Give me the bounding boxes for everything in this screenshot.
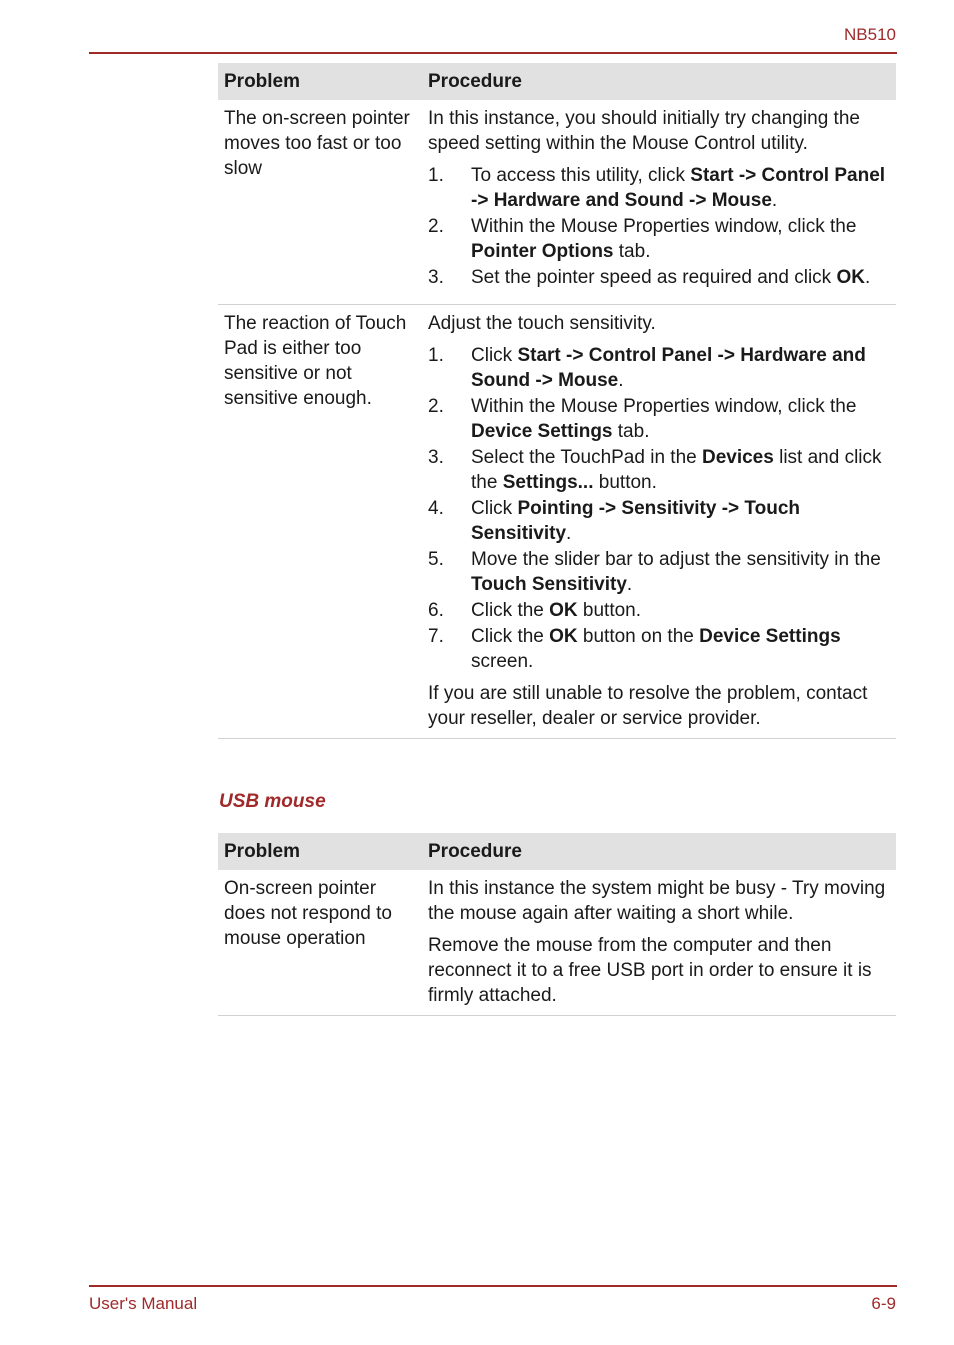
table-header-row xyxy=(218,63,896,100)
step-text-part: . xyxy=(864,267,871,288)
step-item xyxy=(428,265,888,290)
table-row xyxy=(218,305,896,739)
step-number: 2. xyxy=(428,396,444,417)
step-item xyxy=(428,394,888,444)
troubleshooting-table-usb-mouse xyxy=(218,833,896,1016)
step-item xyxy=(428,343,888,393)
step-text-bold: Pointing -> Sensitivity -> Touch Sensitivity xyxy=(471,498,801,544)
step-number: 3. xyxy=(428,267,444,288)
step-text-bold: Start -> Control Panel -> Hardware and Sound -> Mouse xyxy=(471,165,886,211)
step-text-bold: Device Settings xyxy=(699,626,841,647)
column-header-problem: Problem xyxy=(218,833,422,870)
procedure-cell xyxy=(422,870,896,1016)
procedure-paragraph: In this instance the system might be busy - Try moving the mouse again after waiting a short while. xyxy=(428,878,886,924)
step-text-part: Move the slider bar to adjust the sensitivity in the xyxy=(471,549,881,570)
step-text-bold: Devices xyxy=(701,447,774,468)
step-text-part: . xyxy=(618,370,624,391)
step-number: 4. xyxy=(428,498,444,519)
step-text-part: Select the TouchPad in the xyxy=(471,447,702,468)
procedure-cell xyxy=(422,100,896,305)
step-text-bold: Start -> Control Panel -> Hardware and Sound -> Mouse xyxy=(471,345,866,391)
footer-page-number: 6-9 xyxy=(871,1294,896,1313)
step-item xyxy=(428,547,888,597)
step-text-bold: OK xyxy=(549,600,578,621)
step-number: 1. xyxy=(428,345,444,366)
step-text-part: Within the Mouse Properties window, click the xyxy=(471,396,857,417)
step-text-part: tab. xyxy=(612,421,650,442)
footer-manual-title: User's Manual xyxy=(89,1294,198,1313)
problem-cell: The on-screen pointer moves too fast or too slow xyxy=(218,100,422,305)
step-number: 6. xyxy=(428,600,444,621)
step-text-part: . xyxy=(626,574,633,595)
step-text-bold: Pointer Options xyxy=(471,241,614,262)
column-header-procedure: Procedure xyxy=(422,63,896,100)
step-item xyxy=(428,214,888,264)
header-rule xyxy=(89,52,897,54)
step-text-part: Click xyxy=(471,345,518,366)
step-text xyxy=(471,445,888,495)
step-text-part: . xyxy=(566,523,572,544)
step-number: 7. xyxy=(428,626,444,647)
step-text-part: Click the xyxy=(471,600,550,621)
step-text xyxy=(471,265,888,290)
step-text xyxy=(471,624,888,674)
step-text-part: screen. xyxy=(471,651,534,672)
step-text-part: To access this utility, click xyxy=(471,165,691,186)
step-text xyxy=(471,394,888,444)
table-row xyxy=(218,100,896,305)
table-header-row xyxy=(218,833,896,870)
step-text-part: button on the xyxy=(577,626,700,647)
procedure-intro: Adjust the touch sensitivity. xyxy=(428,313,656,334)
column-header-problem: Problem xyxy=(218,63,422,100)
step-text-bold: Touch Sensitivity xyxy=(471,574,627,595)
step-item xyxy=(428,445,888,495)
step-text-part: . xyxy=(771,190,778,211)
step-item xyxy=(428,163,888,213)
step-text-part: button. xyxy=(593,472,657,493)
problem-cell: The reaction of Touch Pad is either too sensitive or not sensitive enough. xyxy=(218,305,422,739)
step-text-bold: OK xyxy=(549,626,578,647)
column-header-procedure: Procedure xyxy=(422,833,896,870)
header-model: NB510 xyxy=(844,25,896,44)
problem-cell: On-screen pointer does not respond to mouse operation xyxy=(218,870,422,1016)
procedure-outro: If you are still unable to resolve the problem, contact your reseller, dealer or service provider. xyxy=(428,683,868,729)
footer-rule xyxy=(89,1285,897,1287)
step-number: 2. xyxy=(428,216,444,237)
table-row xyxy=(218,870,896,1016)
procedure-cell xyxy=(422,305,896,739)
step-text-bold: Device Settings xyxy=(471,421,613,442)
step-number: 1. xyxy=(428,165,444,186)
step-number: 5. xyxy=(428,549,444,570)
step-text xyxy=(471,496,888,546)
step-number: 3. xyxy=(428,447,444,468)
step-text-part: Click the xyxy=(471,626,550,647)
step-text xyxy=(471,214,888,264)
step-text-bold: Settings... xyxy=(502,472,594,493)
step-text-part: Within the Mouse Properties window, click the xyxy=(471,216,857,237)
step-text-part: list and click the xyxy=(471,447,882,493)
troubleshooting-table-touchpad xyxy=(218,63,896,739)
step-text xyxy=(471,598,888,623)
procedure-intro: In this instance, you should initially try changing the speed setting within the Mouse Control utility. xyxy=(428,108,860,154)
step-text-bold: OK xyxy=(836,267,865,288)
step-list xyxy=(428,163,888,290)
step-text xyxy=(471,163,888,213)
step-item xyxy=(428,496,888,546)
step-text xyxy=(471,547,888,597)
step-text-part: tab. xyxy=(613,241,651,262)
step-list xyxy=(428,343,888,674)
step-text-part: Set the pointer speed as required and click xyxy=(471,267,837,288)
step-item xyxy=(428,624,888,674)
step-text-part: Click xyxy=(471,498,518,519)
step-text-part: button. xyxy=(577,600,642,621)
step-item xyxy=(428,598,888,623)
step-text xyxy=(471,343,888,393)
procedure-paragraph: Remove the mouse from the computer and then reconnect it to a free USB port in order to ensure it is firmly attached. xyxy=(428,935,872,1006)
section-heading-usb-mouse: USB mouse xyxy=(219,791,326,812)
